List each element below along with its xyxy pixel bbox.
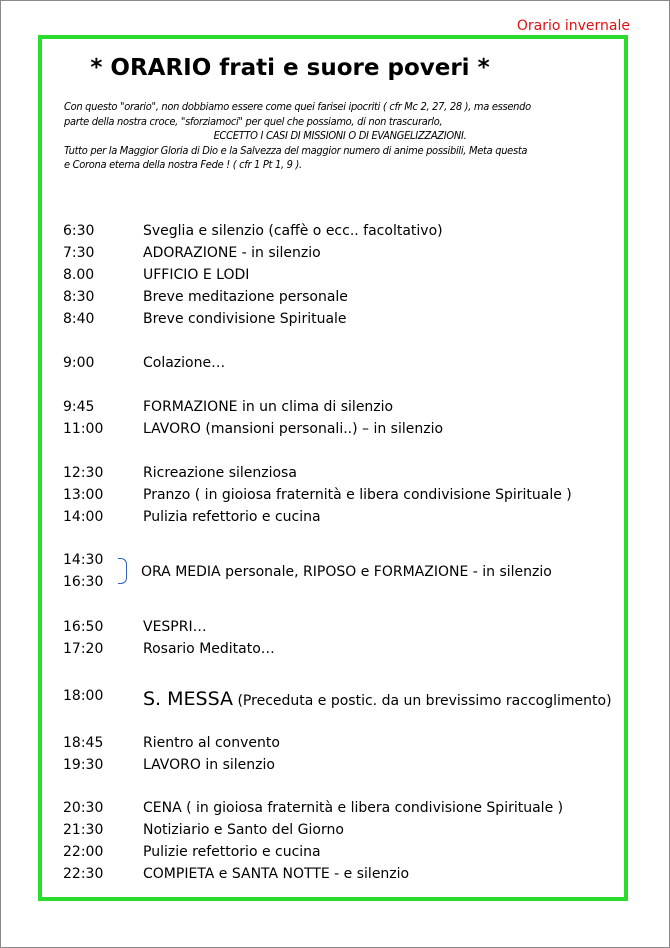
- activity: VESPRI…: [143, 619, 207, 635]
- page-title: * ORARIO frati e suore poveri *: [90, 55, 490, 81]
- intro-line-3: ECCETTO I CASI DI MISSIONI O DI EVANGELIZZAZIONI.: [213, 129, 467, 142]
- time: 19:30: [63, 757, 104, 773]
- activity: Breve condivisione Spirituale: [143, 311, 347, 327]
- intro-line-1: Con questo "orario", non dobbiamo essere come quei farisei ipocriti ( cfr Mc 2, 27, 28 ), ma essendo: [64, 100, 531, 113]
- activity: Pulizie refettorio e cucina: [143, 844, 321, 860]
- time: 21:30: [63, 822, 104, 838]
- activity: COMPIETA e SANTA NOTTE - e silenzio: [143, 866, 410, 882]
- time: 12:30: [63, 465, 104, 481]
- time: 14:30: [63, 552, 104, 568]
- time: 17:20: [63, 641, 104, 657]
- activity: Notiziario e Santo del Giorno: [143, 822, 344, 838]
- time: 8.00: [63, 267, 95, 283]
- bracket-icon: [118, 558, 127, 584]
- activity: LAVORO in silenzio: [143, 757, 275, 773]
- corner-label: Orario invernale: [516, 18, 630, 34]
- mass-note: (Preceduta e postic. da un brevissimo raccoglimento): [237, 693, 612, 709]
- activity: UFFICIO E LODI: [143, 267, 250, 283]
- time: 20:30: [63, 800, 104, 816]
- time: 11:00: [63, 421, 104, 437]
- activity: Pranzo ( in gioiosa fraternità e libera condivisione Spirituale ): [143, 487, 572, 503]
- activity: Rosario Meditato…: [143, 641, 275, 657]
- activity: Sveglia e silenzio (caffè o ecc.. facoltativo): [143, 223, 443, 239]
- time: 8:40: [63, 311, 95, 327]
- activity: LAVORO (mansioni personali..) – in silenzio: [143, 421, 444, 437]
- time: 9:00: [63, 355, 95, 371]
- time: 7:30: [63, 245, 95, 261]
- activity: FORMAZIONE in un clima di silenzio: [143, 399, 394, 415]
- intro-line-4: Tutto per la Maggior Gloria di Dio e la Salvezza del maggior numero di anime possibili, Meta questa: [64, 143, 528, 157]
- mass-label: S. MESSA: [143, 688, 234, 710]
- time: 22:00: [63, 844, 104, 860]
- time: 22:30: [63, 866, 104, 882]
- grouped-activity: ORA MEDIA personale, RIPOSO e FORMAZIONE - in silenzio: [141, 564, 552, 580]
- activity: [143, 688, 612, 710]
- activity: Colazione…: [143, 355, 226, 371]
- intro-line-2: parte della nostra croce, "sforziamoci" per quel che possiamo, di non trascurarlo,: [64, 114, 443, 128]
- time: 6:30: [63, 223, 95, 239]
- time: 8:30: [63, 289, 95, 305]
- activity: Pulizia refettorio e cucina: [143, 509, 321, 525]
- time: 13:00: [63, 487, 104, 503]
- time: 18:00: [63, 688, 104, 704]
- time: 14:00: [63, 509, 104, 525]
- activity: ADORAZIONE - in silenzio: [143, 245, 321, 261]
- activity: Rientro al convento: [143, 735, 280, 751]
- time: 9:45: [63, 399, 95, 415]
- time: 16:30: [63, 574, 104, 590]
- activity: CENA ( in gioiosa fraternità e libera condivisione Spirituale ): [143, 800, 564, 816]
- activity: Breve meditazione personale: [143, 289, 348, 305]
- time: 16:50: [63, 619, 104, 635]
- intro-line-5: e Corona eterna della nostra Fede ! ( cfr 1 Pt 1, 9 ).: [64, 158, 302, 171]
- time: 18:45: [63, 735, 104, 751]
- intro-paragraph: [64, 100, 616, 173]
- activity: Ricreazione silenziosa: [143, 465, 297, 481]
